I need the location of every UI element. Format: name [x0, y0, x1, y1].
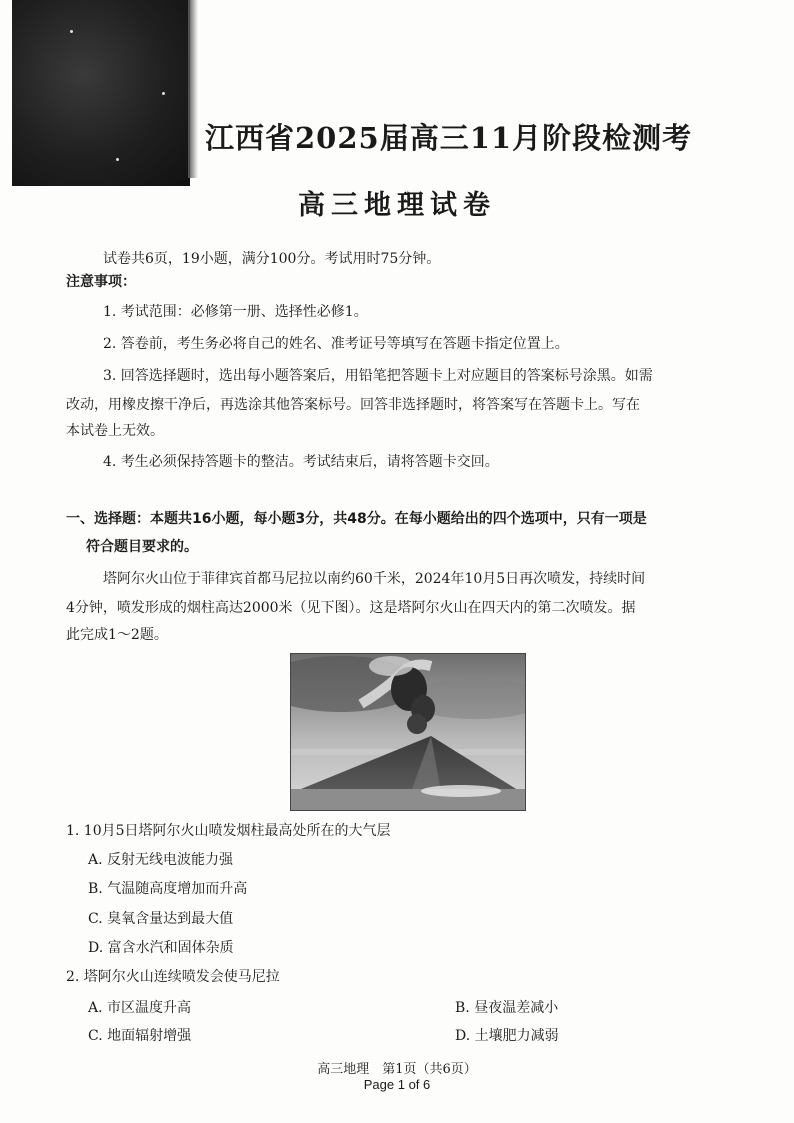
section-heading-cont: 符合题目要求的。 — [86, 539, 198, 555]
speck — [70, 30, 73, 33]
notice-line: 4. 考生必须保持答题卡的整洁。考试结束后，请将答题卡交回。 — [103, 454, 499, 470]
option: B. 昼夜温差减小 — [455, 1000, 559, 1016]
notice-line: 改动，用橡皮擦干净后，再选涂其他答案标号。回答非选择题时，将答案写在答题卡上。写在 — [66, 397, 640, 413]
option: D. 土壤肥力减弱 — [455, 1028, 559, 1044]
option: B. 气温随高度增加而升高 — [88, 881, 248, 897]
subject-title: 高三地理试卷 — [298, 190, 496, 221]
question-stem: 1. 10月5日塔阿尔火山喷发烟柱最高处所在的大气层 — [66, 823, 391, 839]
dark-corner-shadow — [12, 0, 190, 186]
page-indicator: Page 1 of 6 — [363, 1077, 431, 1092]
passage-line: 塔阿尔火山位于菲律宾首都马尼拉以南约60千米，2024年10月5日再次喷发，持续时间 — [103, 571, 646, 587]
page-footer: 高三地理 第1页（共6页） — [317, 1062, 477, 1077]
speck — [162, 92, 165, 95]
speck — [116, 158, 119, 161]
option: A. 市区温度升高 — [88, 1000, 192, 1016]
option: C. 臭氧含量达到最大值 — [88, 911, 234, 927]
section-heading: 一、选择题：本题共16小题，每小题3分，共48分。在每小题给出的四个选项中，只有一项是 — [66, 511, 647, 527]
notice-heading: 注意事项： — [66, 274, 136, 290]
notice-line: 本试卷上无效。 — [66, 423, 164, 439]
notice-line: 1. 考试范围：必修第一册、选择性必修1。 — [103, 304, 368, 320]
option: A. 反射无线电波能力强 — [88, 852, 234, 868]
volcano-photo — [290, 653, 526, 811]
option: D. 富含水汽和固体杂质 — [88, 940, 234, 956]
notice-line: 2. 答卷前，考生务必将自己的姓名、准考证号等填写在答题卡指定位置上。 — [103, 336, 569, 352]
exam-title: 江西省2025届高三11月阶段检测考 — [205, 121, 693, 155]
notice-line: 3. 回答选择题时，选出每小题答案后，用铅笔把答题卡上对应题目的答案标号涂黑。如需 — [103, 368, 653, 384]
question-stem: 2. 塔阿尔火山连续喷发会使马尼拉 — [66, 969, 280, 985]
passage-line: 4分钟，喷发形成的烟柱高达2000米（见下图）。这是塔阿尔火山在四天内的第二次喷发。据 — [66, 600, 636, 616]
option: C. 地面辐射增强 — [88, 1028, 192, 1044]
passage-line: 此完成1～2题。 — [66, 627, 168, 643]
exam-intro: 试卷共6页，19小题，满分100分。考试用时75分钟。 — [103, 251, 441, 267]
